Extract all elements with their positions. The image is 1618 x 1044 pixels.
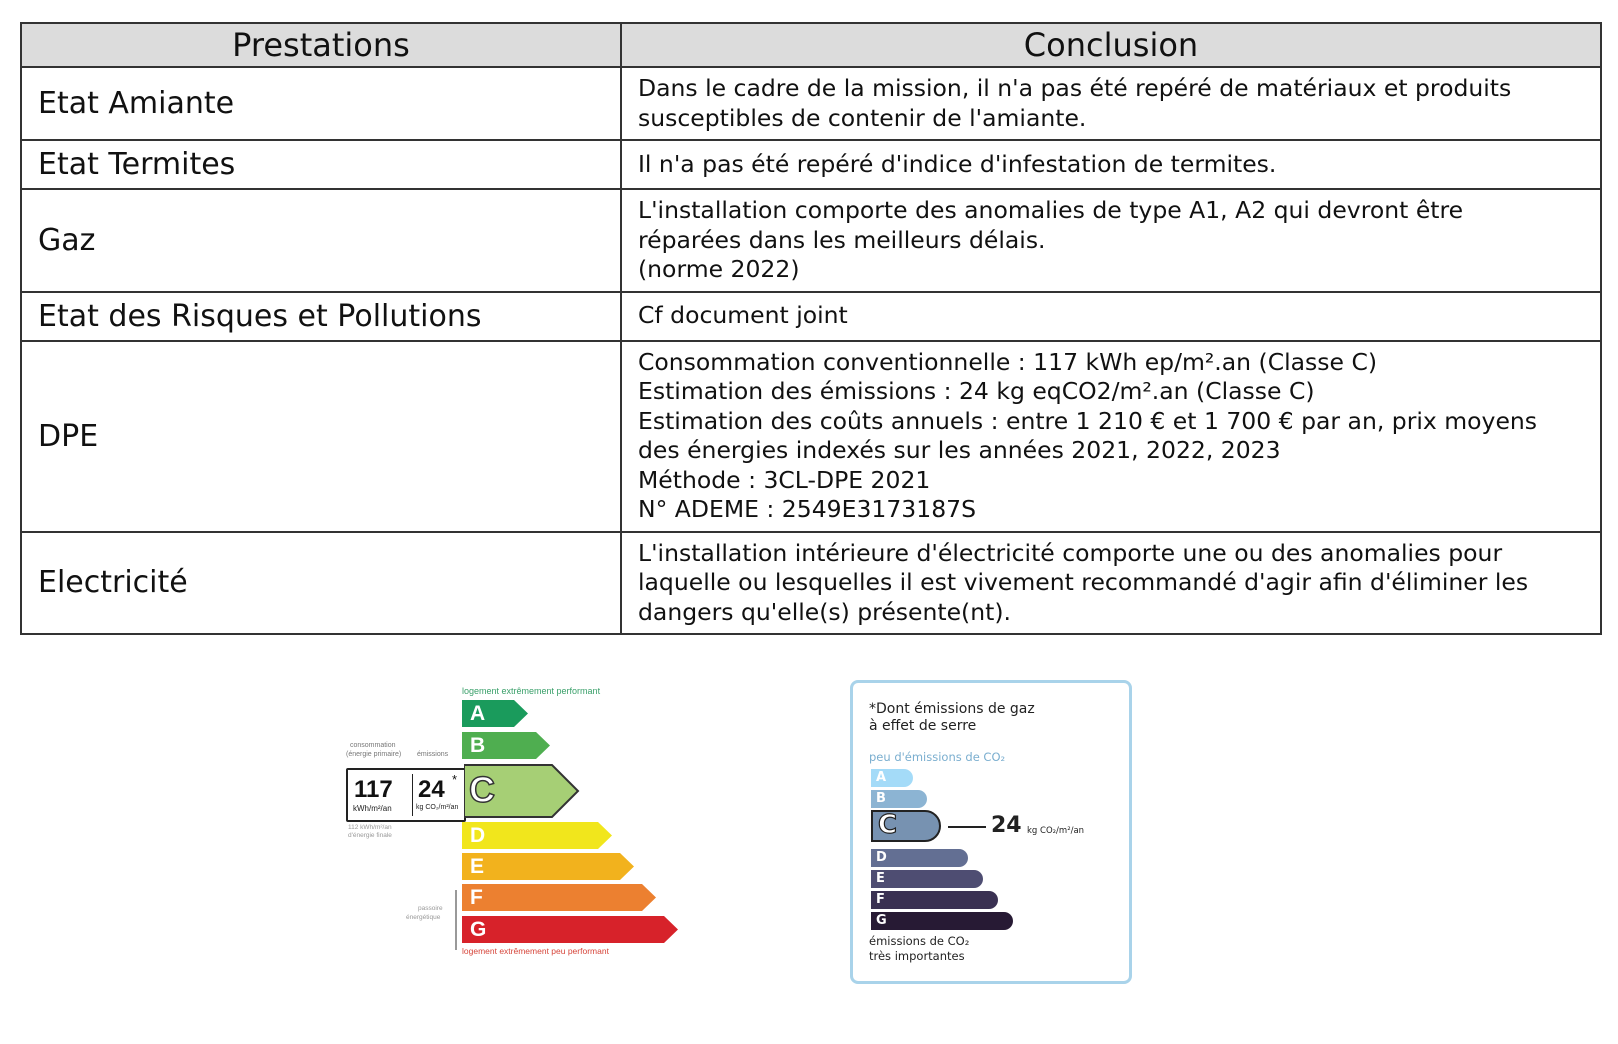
ges-bottom-note-1: émissions de CO₂: [869, 934, 970, 948]
ges-class-a-band: A: [871, 769, 913, 787]
table-header-row: [21, 23, 1601, 67]
ges-current-class-letter: C: [878, 810, 898, 840]
header-prestations: Prestations: [21, 23, 621, 67]
final-energy-label: d'énergie finale: [348, 832, 392, 839]
ges-top-note: peu d'émissions de CO₂: [869, 750, 1006, 764]
header-conclusion: Conclusion: [621, 23, 1601, 67]
prestation-cell: DPE: [21, 341, 621, 532]
emissions-label: émissions: [417, 751, 449, 758]
energy-class-f-band: [462, 884, 656, 911]
ges-class-e-band: E: [871, 870, 983, 888]
ges-class-b-band: B: [871, 790, 927, 808]
class-letter-g: G: [470, 918, 487, 941]
ges-bottom-note-2: très importantes: [869, 949, 965, 963]
band-arrow-e: [462, 853, 634, 880]
emissions-unit: kg CO₂/m²/an: [416, 804, 459, 811]
prestation-cell: Etat Termites: [21, 140, 621, 189]
conclusion-cell: L'installation comporte des anomalies de type A1, A2 qui devront être réparées dans les meilleurs délais. (norme 2022): [621, 189, 1601, 292]
prestation-cell: Etat des Risques et Pollutions: [21, 292, 621, 341]
passoire-bracket: [455, 890, 457, 950]
energy-bottom-note: logement extrêmement peu performant: [462, 946, 609, 956]
energie-primaire-label: (énergie primaire): [346, 751, 402, 758]
conclusion-cell: Consommation conventionnelle : 117 kWh ep/m².an (Classe C) Estimation des émissions : 24 kg eqCO2/m².an (Classe C) Estimation des coûts annuels : entre 1 210 € et 1 700 € par an, prix moyens des énergies indexés sur les années 2021, 2022, 2023 Méthode : 3CL-DPE 2021 N° ADEME : 2549E3173187S: [621, 341, 1601, 532]
table-row: [21, 292, 1601, 341]
band-arrow-g: [462, 916, 678, 943]
band-arrow-f: [462, 884, 656, 911]
conclusion-cell: Cf document joint: [621, 292, 1601, 341]
consumption-unit: kWh/m²/an: [353, 804, 392, 813]
energy-class-e-band: [462, 853, 634, 880]
class-letter-f: F: [470, 886, 483, 909]
table-row: [21, 67, 1601, 140]
table-row: [21, 189, 1601, 292]
energy-class-c-band: [464, 764, 580, 818]
ges-value: 24: [991, 813, 1022, 838]
conclusion-cell: Dans le cadre de la mission, il n'a pas été repéré de matériaux et produits susceptibles de contenir de l'amiante.: [621, 67, 1601, 140]
prestation-cell: Gaz: [21, 189, 621, 292]
ges-unit: kg CO₂/m²/an: [1027, 826, 1085, 836]
ges-class-d-band: D: [871, 849, 968, 867]
ges-emissions-label: [850, 680, 1132, 984]
class-letter-a: A: [470, 702, 486, 725]
box-divider: [412, 774, 413, 816]
consumption-value: 117: [354, 776, 393, 803]
prestation-cell: Etat Amiante: [21, 67, 621, 140]
consommation-label: consommation: [350, 742, 396, 749]
energy-top-note: logement extrêmement performant: [462, 686, 601, 696]
ges-class-f-band: F: [871, 891, 998, 909]
emissions-star: *: [452, 772, 458, 787]
table-row: [21, 140, 1601, 189]
conclusion-cell: Il n'a pas été repéré d'indice d'infestation de termites.: [621, 140, 1601, 189]
dpe-energy-label: [340, 686, 710, 998]
current-values-box: [346, 768, 466, 822]
class-letter-b: B: [470, 734, 486, 757]
class-letter-e: E: [470, 855, 485, 878]
energy-class-a-band: [462, 700, 528, 727]
passoire-label-1: passoire: [418, 905, 443, 912]
prestation-cell: Electricité: [21, 532, 621, 635]
energy-class-d-band: [462, 822, 612, 849]
energy-class-b-band: [462, 732, 550, 759]
conclusion-cell: L'installation intérieure d'électricité comporte une ou des anomalies pour laquelle ou lesquelles il est vivement recommandé d'agir afin d'éliminer les dangers qu'elle(s) présente(nt).: [621, 532, 1601, 635]
current-class-letter: C: [469, 769, 495, 810]
ges-current-class-band: [871, 810, 941, 842]
class-letter-d: D: [470, 824, 486, 847]
passoire-label-2: énergétique: [406, 914, 441, 921]
table-row: [21, 532, 1601, 635]
ges-title-line-2: à effet de serre: [869, 718, 977, 734]
final-energy-value: 112 kWh/m²/an: [348, 824, 392, 831]
energy-class-g-band: [462, 916, 678, 943]
table-row: [21, 341, 1601, 532]
prestations-table: [20, 22, 1602, 635]
emissions-value: 24: [418, 776, 445, 803]
ges-title-line-1: *Dont émissions de gaz: [869, 701, 1035, 717]
ges-pointer-line: [948, 826, 986, 828]
ges-class-g-band: G: [871, 912, 1013, 930]
